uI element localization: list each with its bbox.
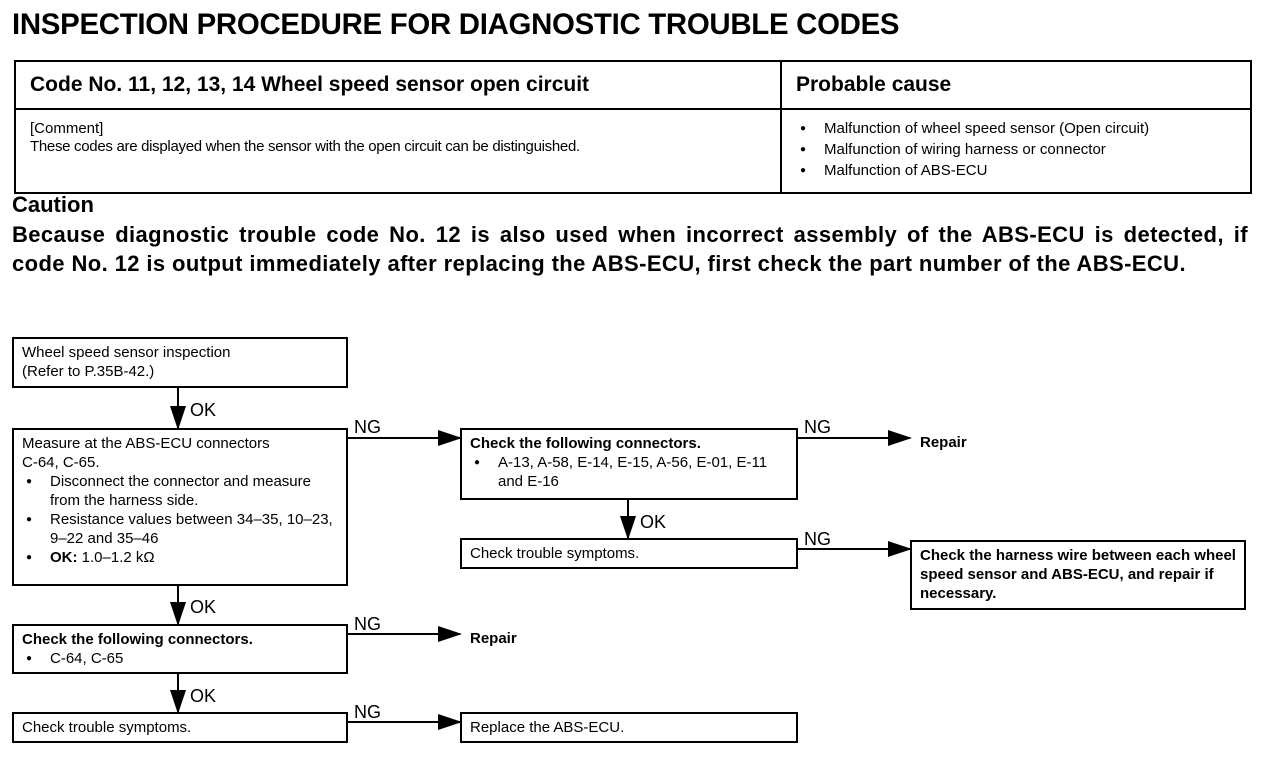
code-header: Code No. 11, 12, 13, 14 Wheel speed sensor open circuit [15,61,781,109]
ok-value: 1.0–1.2 kΩ [81,549,155,566]
flow-box-measure-connectors [12,428,348,586]
repair-label-1: Repair [920,434,967,451]
comment-label: [Comment] [30,120,104,137]
ng-label-5: NG [354,702,381,722]
box3-title: Check the following connectors. [470,435,701,452]
caution-text: Because diagnostic trouble code No. 12 is also used when incorrect assembly of the ABS-ECU is detected, if code No. 12 is output immediately after replacing the ABS-ECU, first check the part number of the ABS-ECU. [12,222,1248,276]
cause-item: ● Malfunction of wheel speed sensor (Open circuit) [796,118,1236,139]
box6-bullets [22,649,338,668]
box7-text: Check trouble symptoms. [22,719,192,736]
flow-box-check-symptoms-1 [460,538,798,569]
box2-line1: Measure at the ABS-ECU connectors [22,435,270,452]
ng-label-4: NG [354,614,381,634]
comment-text: These codes are displayed when the sensor with the open circuit can be distinguished. [30,138,580,155]
box8-text: Replace the ABS-ECU. [470,719,625,736]
flow-box-wheel-sensor-inspection [12,337,348,388]
box2-line2: C-64, C-65. [22,454,100,471]
ok-label: OK: [50,549,78,566]
box6-title: Check the following connectors. [22,631,253,648]
repair-label-2: Repair [470,630,517,647]
box6-bullet: ● C-64, C-65 [22,649,338,668]
box1-line1: Wheel speed sensor inspection [22,344,231,361]
page-title: INSPECTION PROCEDURE FOR DIAGNOSTIC TROUBLE CODES [12,8,900,41]
box5-text: Check the harness wire between each wheel speed sensor and ABS-ECU, and repair if necessary. [920,547,1236,602]
box3-bullet: ● A-13, A-58, E-14, E-15, A-56, E-01, E-11 and E-16 [470,453,788,491]
flow-box-check-connectors-2 [12,624,348,674]
flow-box-check-symptoms-2 [12,712,348,743]
ok-label-3: OK [190,686,217,706]
box2-bullets [22,472,338,567]
probable-cause-header: Probable cause [781,61,1251,109]
flow-box-check-harness [910,540,1246,610]
box3-bullets [470,453,788,491]
ng-label-1: NG [354,417,381,437]
flow-box-replace-ecu [460,712,798,743]
ok-label-1: OK [190,400,217,420]
caution-title: Caution [12,192,94,217]
box4-text: Check trouble symptoms. [470,545,640,562]
flow-box-check-connectors-1 [460,428,798,500]
box2-bullet: ● Resistance values between 34–35, 10–23, 9–22 and 35–46 [22,510,338,548]
box2-bullet: ● Disconnect the connector and measure from the harness side. [22,472,338,510]
ok-label-4: OK [640,512,667,532]
ng-label-2: NG [804,417,831,437]
ok-label-2: OK [190,597,217,617]
box1-line2: (Refer to P.35B-42.) [22,363,155,380]
box2-bullet-ok [22,548,338,567]
ng-label-3: NG [804,529,831,549]
cause-item: ● Malfunction of ABS-ECU [796,160,1236,181]
cause-item: ● Malfunction of wiring harness or connector [796,139,1236,160]
